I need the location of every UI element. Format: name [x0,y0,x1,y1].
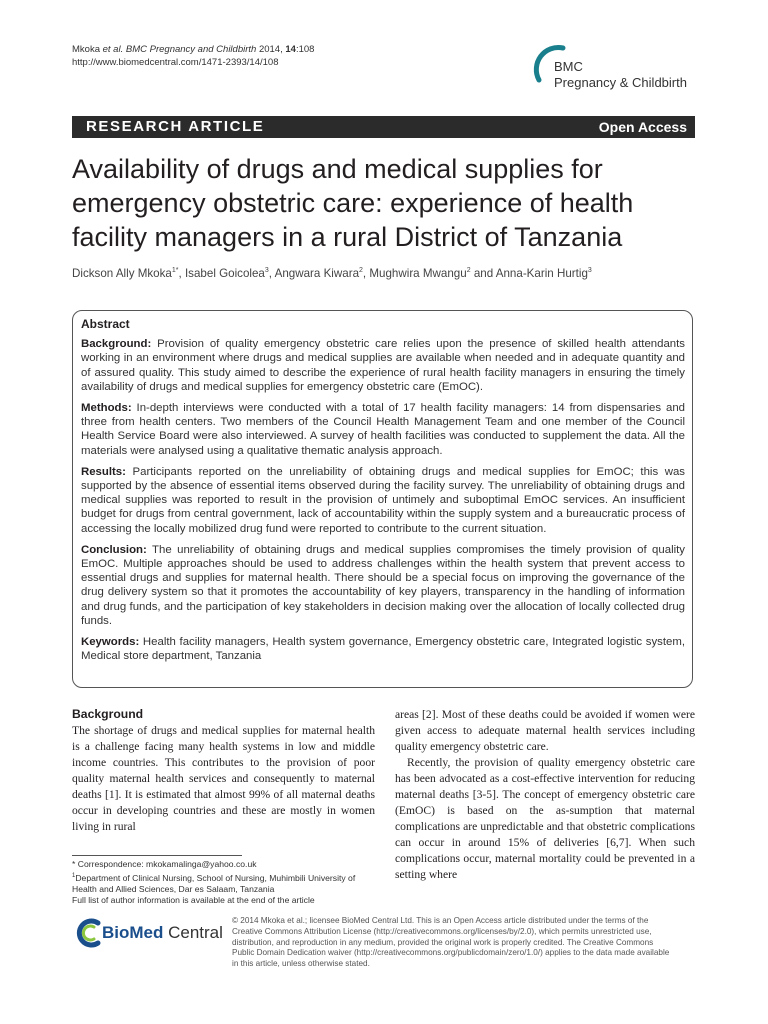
abstract-heading: Abstract [81,317,130,331]
abstract-results: Results: Participants reported on the unreliability of obtaining drugs and medical supplies for EmOC; this was supported by the absence of essential items observed during the facility survey. The unreliability of obtaining drugs and medical supplies was reported to result in the provision of untimely and suboptimal EmOC services. An insufficient budget for drugs from central government, lack of accountability within the supply system and a bureaucratic process of accessing the locally mobilized drug fund were reported to contribute to the current situation. [81,465,685,535]
biomed-central-logo [72,917,222,949]
body-column-left [72,706,375,835]
footnote-divider [72,855,242,856]
section-heading: Background [72,707,144,721]
author-name: Mughwira Mwangu [369,267,467,280]
body-paragraph: areas [2]. Most of these deaths could be avoided if women were given access to adequate maternal health services including quality emergency obstetric care. [395,708,695,753]
journal-logo [533,44,703,104]
abstract-background: Background: Provision of quality emergency obstetric care relies upon the presence of skilled health attendants working in an environment where drugs and medical supplies are available when needed and in adequate quantity and of assured quality. This study aimed to describe the experience of rural health facility managers in ensuring the timely availability of drugs and medical supplies for emergency obstetric care (EmOC). [81,338,685,393]
open-access-label: Open Access [598,119,687,135]
body-paragraph: The shortage of drugs and medical supplies for maternal health is a challenge facing many health systems in low and middle income countries. This contributes to the provision of poor quality maternal health services and consequently to maternal deaths [1]. It is estimated that almost 99% of all maternal deaths occur in developing countries and these are mostly in women living in rural [72,724,375,833]
body-column-right [395,707,695,883]
title-line: emergency obstetric care: experience of health [72,188,634,218]
journal-logo-name: Pregnancy & Childbirth [554,75,687,90]
author-affil: 2 [359,267,363,275]
biomed-swoosh-icon [72,917,102,949]
biomed-central-wordmark: BioMed Central [102,923,223,942]
article-title [72,152,695,254]
author-affil: 1* [171,267,179,275]
article-type-label: RESEARCH ARTICLE [86,118,265,135]
author-info-note: Full list of author information is available at the end of the article [72,895,315,906]
abstract-keywords: Keywords: Health facility managers, Health system governance, Emergency obstetric care, Integrated logistic system, Medical store department, Tanzania [81,636,685,663]
correspondence-note: * Correspondence: mkokamalinga@yahoo.co.uk [72,859,257,869]
author-list: Dickson Ally Mkoka$^{1*}$, Isabel Goicolea$^3$, Angwara Kiwara$^2$, Mughwira Mwangu$^2$ and Anna-Karin Hurtig$^3$ [72,267,592,280]
footnotes [72,859,382,907]
body-paragraph: Recently, the provision of quality emergency obstetric care has been advocated as a cost-effective intervention for reducing maternal deaths [3-5]. The concept of emergency obstetric care (EmOC) is based on the as-sumption that maternal complications are unpredictable and that obstetric complications can occur in around 15% of deliveries [6,7]. When such complications occur, maternal mortality could be prevented in a setting where [395,756,695,881]
author-name: Dickson Ally Mkoka [72,267,172,280]
author-name: Isabel Goicolea [184,267,265,280]
author-affil: 3 [587,267,592,275]
author-name: Anna-Karin Hurtig [495,267,588,280]
citation-header [72,43,314,69]
abstract-methods: Methods: In-depth interviews were conducted with a total of 17 health facility managers: 14 from dispensaries and three from health centers. Two members of the Council Health Management Team and one member of the Council Health Service Board were also interviewed. A survey of health facilities was conducted to supplement the data. All the materials were analysed using a qualitative thematic analysis approach. [81,402,685,457]
article-url[interactable]: http://www.biomedcentral.com/1471-2393/14/108 [72,57,279,68]
abstract-conclusion: Conclusion: The unreliability of obtaining drugs and medical supplies compromises the timely provision of quality EmOC. Multiple approaches should be used to address challenges within the health system that prevent access to essential drugs and supplies for maternal health. There should be a special focus on improving the governance of the drug delivery system so that it promotes the accountability of key players, transparency in the handling of information and drug funds, and the participation of key stakeholders in decision making over the allocation of locally collected drug funds. [81,543,685,627]
license-text: © 2014 Mkoka et al.; licensee BioMed Central Ltd. This is an Open Access article distributed under the terms of the Creative Commons Attribution License (http://creativecommons.org/licenses/by/2.0), which permits unrestricted use, distribution, and reproduction in any medium, provided the original work is properly credited. The Creative Commons Public Domain Dedication waiver (http://creativecommons.org/publicdomain/zero/1.0/) applies to the data made available in this article, unless otherwise stated. [232,916,670,969]
author-affil: 2 [466,267,471,275]
title-line: facility managers in a rural District of Tanzania [72,222,623,252]
abstract [81,317,685,670]
author-name: Angwara Kiwara [274,267,360,280]
citation-line: Mkoka et al. BMC Pregnancy and Childbirth 2014, 14:108 [72,44,315,55]
article-type-banner [72,116,695,138]
title-line: Availability of drugs and medical supplies for [72,154,603,184]
author-affil: 3 [264,267,269,275]
journal-logo-bmc: BMC [554,59,583,74]
affiliation-note: $^1$Department of Clinical Nursing, School of Nursing, Muhimbili University of Health and Allied Sciences, Dar es Salaam, Tanzania [72,872,356,894]
